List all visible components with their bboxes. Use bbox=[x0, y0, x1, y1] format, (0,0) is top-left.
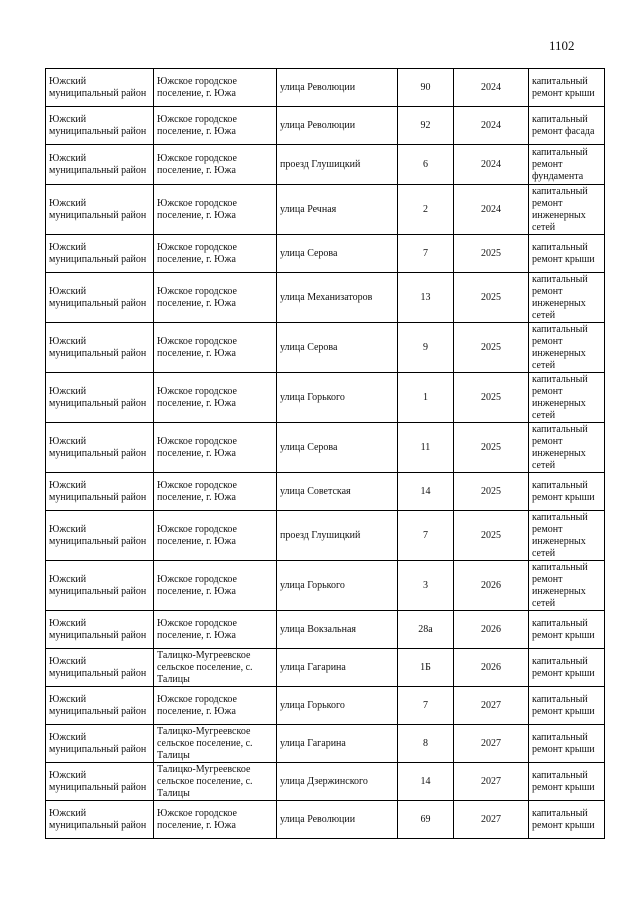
street-cell: улица Горького bbox=[277, 373, 398, 423]
work-type-cell: капитальный ремонт фундамента bbox=[529, 145, 605, 185]
year-cell: 2026 bbox=[454, 561, 529, 611]
street-cell: улица Вокзальная bbox=[277, 611, 398, 649]
table-row bbox=[46, 801, 605, 839]
year-cell: 2024 bbox=[454, 185, 529, 235]
street-cell: улица Серова bbox=[277, 323, 398, 373]
work-type-cell: капитальный ремонт крыши bbox=[529, 235, 605, 273]
year-cell: 2024 bbox=[454, 107, 529, 145]
district-cell: Южский муниципальный район bbox=[46, 763, 154, 801]
settlement-cell: Южское городское поселение, г. Южа bbox=[154, 107, 277, 145]
district-cell: Южский муниципальный район bbox=[46, 235, 154, 273]
table-row bbox=[46, 725, 605, 763]
work-type-cell: капитальный ремонт фасада bbox=[529, 107, 605, 145]
district-cell: Южский муниципальный район bbox=[46, 323, 154, 373]
street-cell: проезд Глушицкий bbox=[277, 145, 398, 185]
year-cell: 2025 bbox=[454, 235, 529, 273]
year-cell: 2024 bbox=[454, 145, 529, 185]
year-cell: 2027 bbox=[454, 763, 529, 801]
house-number-cell: 28а bbox=[398, 611, 454, 649]
settlement-cell: Южское городское поселение, г. Южа bbox=[154, 145, 277, 185]
district-cell: Южский муниципальный район bbox=[46, 273, 154, 323]
district-cell: Южский муниципальный район bbox=[46, 801, 154, 839]
house-number-cell: 11 bbox=[398, 423, 454, 473]
year-cell: 2027 bbox=[454, 725, 529, 763]
table-row bbox=[46, 423, 605, 473]
table-row bbox=[46, 763, 605, 801]
settlement-cell: Южское городское поселение, г. Южа bbox=[154, 561, 277, 611]
settlement-cell: Южское городское поселение, г. Южа bbox=[154, 687, 277, 725]
street-cell: улица Гагарина bbox=[277, 725, 398, 763]
year-cell: 2027 bbox=[454, 687, 529, 725]
year-cell: 2025 bbox=[454, 423, 529, 473]
district-cell: Южский муниципальный район bbox=[46, 145, 154, 185]
street-cell: улица Революции bbox=[277, 69, 398, 107]
house-number-cell: 3 bbox=[398, 561, 454, 611]
house-number-cell: 14 bbox=[398, 473, 454, 511]
table-row bbox=[46, 373, 605, 423]
house-number-cell: 6 bbox=[398, 145, 454, 185]
table-row bbox=[46, 145, 605, 185]
house-number-cell: 1Б bbox=[398, 649, 454, 687]
street-cell: улица Дзержинского bbox=[277, 763, 398, 801]
table-body bbox=[46, 69, 605, 839]
page-number: 1102 bbox=[549, 38, 575, 53]
house-number-cell: 7 bbox=[398, 511, 454, 561]
district-cell: Южский муниципальный район bbox=[46, 69, 154, 107]
district-cell: Южский муниципальный район bbox=[46, 649, 154, 687]
year-cell: 2026 bbox=[454, 611, 529, 649]
table-row bbox=[46, 273, 605, 323]
street-cell: улица Горького bbox=[277, 561, 398, 611]
work-type-cell: капитальный ремонт крыши bbox=[529, 687, 605, 725]
district-cell: Южский муниципальный район bbox=[46, 423, 154, 473]
street-cell: улица Советская bbox=[277, 473, 398, 511]
year-cell: 2025 bbox=[454, 323, 529, 373]
house-number-cell: 90 bbox=[398, 69, 454, 107]
district-cell: Южский муниципальный район bbox=[46, 373, 154, 423]
settlement-cell: Южское городское поселение, г. Южа bbox=[154, 273, 277, 323]
work-type-cell: капитальный ремонт крыши bbox=[529, 801, 605, 839]
house-number-cell: 7 bbox=[398, 687, 454, 725]
district-cell: Южский муниципальный район bbox=[46, 687, 154, 725]
house-number-cell: 92 bbox=[398, 107, 454, 145]
work-type-cell: капитальный ремонт инженерных сетей bbox=[529, 511, 605, 561]
street-cell: улица Серова bbox=[277, 423, 398, 473]
work-type-cell: капитальный ремонт крыши bbox=[529, 649, 605, 687]
district-cell: Южский муниципальный район bbox=[46, 185, 154, 235]
work-type-cell: капитальный ремонт инженерных сетей bbox=[529, 561, 605, 611]
settlement-cell: Южское городское поселение, г. Южа bbox=[154, 235, 277, 273]
settlement-cell: Южское городское поселение, г. Южа bbox=[154, 801, 277, 839]
year-cell: 2024 bbox=[454, 69, 529, 107]
house-number-cell: 69 bbox=[398, 801, 454, 839]
table-row bbox=[46, 323, 605, 373]
district-cell: Южский муниципальный район bbox=[46, 473, 154, 511]
settlement-cell: Южское городское поселение, г. Южа bbox=[154, 185, 277, 235]
settlement-cell: Южское городское поселение, г. Южа bbox=[154, 373, 277, 423]
district-cell: Южский муниципальный район bbox=[46, 725, 154, 763]
year-cell: 2027 bbox=[454, 801, 529, 839]
house-number-cell: 14 bbox=[398, 763, 454, 801]
work-type-cell: капитальный ремонт крыши bbox=[529, 69, 605, 107]
district-cell: Южский муниципальный район bbox=[46, 611, 154, 649]
year-cell: 2026 bbox=[454, 649, 529, 687]
table-row bbox=[46, 649, 605, 687]
table-row bbox=[46, 687, 605, 725]
settlement-cell: Южское городское поселение, г. Южа bbox=[154, 423, 277, 473]
year-cell: 2025 bbox=[454, 473, 529, 511]
work-type-cell: капитальный ремонт инженерных сетей bbox=[529, 423, 605, 473]
work-type-cell: капитальный ремонт инженерных сетей bbox=[529, 373, 605, 423]
street-cell: улица Речная bbox=[277, 185, 398, 235]
year-cell: 2025 bbox=[454, 511, 529, 561]
work-type-cell: капитальный ремонт инженерных сетей bbox=[529, 185, 605, 235]
settlement-cell: Талицко-Мугреевское сельское поселение, с. Талицы bbox=[154, 725, 277, 763]
house-number-cell: 1 bbox=[398, 373, 454, 423]
table-row bbox=[46, 561, 605, 611]
street-cell: улица Механизаторов bbox=[277, 273, 398, 323]
work-type-cell: капитальный ремонт крыши bbox=[529, 611, 605, 649]
street-cell: улица Революции bbox=[277, 801, 398, 839]
table-row bbox=[46, 235, 605, 273]
settlement-cell: Южское городское поселение, г. Южа bbox=[154, 323, 277, 373]
house-number-cell: 7 bbox=[398, 235, 454, 273]
house-number-cell: 13 bbox=[398, 273, 454, 323]
house-number-cell: 8 bbox=[398, 725, 454, 763]
street-cell: проезд Глушицкий bbox=[277, 511, 398, 561]
house-number-cell: 9 bbox=[398, 323, 454, 373]
district-cell: Южский муниципальный район bbox=[46, 561, 154, 611]
work-type-cell: капитальный ремонт инженерных сетей bbox=[529, 273, 605, 323]
table-row bbox=[46, 107, 605, 145]
settlement-cell: Талицко-Мугреевское сельское поселение, с. Талицы bbox=[154, 649, 277, 687]
table-row bbox=[46, 473, 605, 511]
settlement-cell: Южское городское поселение, г. Южа bbox=[154, 511, 277, 561]
district-cell: Южский муниципальный район bbox=[46, 511, 154, 561]
street-cell: улица Горького bbox=[277, 687, 398, 725]
repair-registry-table bbox=[45, 68, 605, 839]
table-row bbox=[46, 185, 605, 235]
street-cell: улица Гагарина bbox=[277, 649, 398, 687]
year-cell: 2025 bbox=[454, 273, 529, 323]
table-row bbox=[46, 69, 605, 107]
settlement-cell: Южское городское поселение, г. Южа bbox=[154, 611, 277, 649]
street-cell: улица Революции bbox=[277, 107, 398, 145]
district-cell: Южский муниципальный район bbox=[46, 107, 154, 145]
table-row bbox=[46, 611, 605, 649]
house-number-cell: 2 bbox=[398, 185, 454, 235]
settlement-cell: Южское городское поселение, г. Южа bbox=[154, 473, 277, 511]
work-type-cell: капитальный ремонт инженерных сетей bbox=[529, 323, 605, 373]
year-cell: 2025 bbox=[454, 373, 529, 423]
work-type-cell: капитальный ремонт крыши bbox=[529, 473, 605, 511]
work-type-cell: капитальный ремонт крыши bbox=[529, 763, 605, 801]
settlement-cell: Южское городское поселение, г. Южа bbox=[154, 69, 277, 107]
table-row bbox=[46, 511, 605, 561]
work-type-cell: капитальный ремонт крыши bbox=[529, 725, 605, 763]
street-cell: улица Серова bbox=[277, 235, 398, 273]
settlement-cell: Талицко-Мугреевское сельское поселение, с. Талицы bbox=[154, 763, 277, 801]
